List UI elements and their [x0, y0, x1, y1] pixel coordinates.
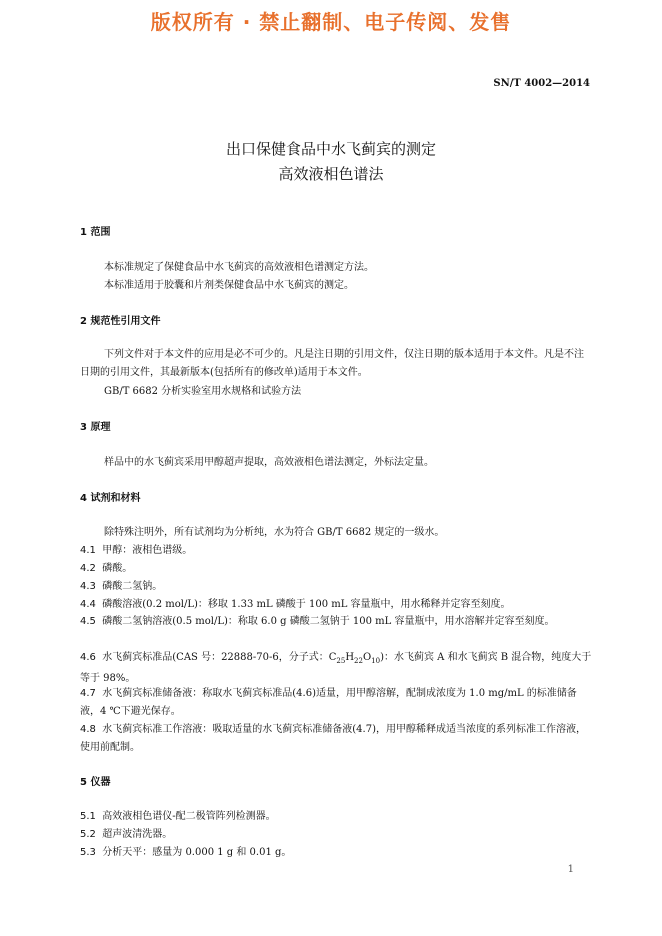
item-text: 水飞蓟宾标准工作溶液：吸取适量的水飞蓟宾标准储备液(4.7)，用甲醇稀释成适当浓度的系列标准工作溶液，使用前配制。	[80, 724, 586, 753]
section-heading-reagents: 4 试剂和材料	[80, 493, 141, 504]
item-number: 5.1	[80, 811, 96, 822]
item-number: 5.3	[80, 847, 96, 858]
item-text: 磷酸二氢钠溶液(0.5 mol/L)：称取 6.0 g 磷酸二氢钠于 100 mL 容量瓶中，用水溶解并定容至刻度。	[102, 616, 555, 627]
list-item	[80, 577, 162, 592]
list-item	[80, 613, 592, 631]
list-item	[80, 595, 511, 610]
item-text: 水飞蓟宾标准储备液：称取水飞蓟宾标准品(4.6)适量，用甲醇溶解，配制成浓度为 1.0 mg/mL 的标准储备液，4 ℃下避光保存。	[80, 688, 577, 717]
item-text: 磷酸二氢钠。	[102, 581, 163, 592]
item-number: 4.1	[80, 545, 96, 556]
item-number: 4.4	[80, 599, 96, 610]
item-text: 磷酸溶液(0.2 mol/L)：移取 1.33 mL 磷酸于 100 mL 容量瓶中，用水稀释并定容至刻度。	[102, 599, 511, 610]
list-item	[80, 721, 592, 757]
item-text: 超声波清洗器。	[102, 829, 173, 840]
item-text: )：水飞蓟宾 A 和水飞蓟宾 B 混合物，纯度大于等于 98%。	[80, 652, 592, 684]
item-text: 水飞蓟宾标准品(CAS 号：22888-70-6，分子式：C	[102, 652, 337, 663]
item-text: O	[362, 652, 372, 663]
subscript: 25	[336, 657, 346, 665]
section-heading-normative-references: 2 规范性引用文件	[80, 316, 161, 327]
document-number: SN/T 4002—2014	[493, 78, 590, 89]
item-number: 4.5	[80, 616, 96, 627]
item-text: 甲醇：液相色谱级。	[102, 545, 193, 556]
item-number: 4.2	[80, 563, 96, 574]
document-title: 出口保健食品中水飞蓟宾的测定	[225, 140, 436, 158]
item-text: 分析天平：感量为 0.000 1 g 和 0.01 g。	[102, 847, 292, 858]
section-heading-apparatus: 5 仪器	[80, 777, 111, 788]
section-heading-scope: 1 范围	[80, 227, 111, 238]
copyright-banner: 版权所有 · 禁止翻制、电子传阅、发售	[150, 10, 512, 34]
item-text: H	[345, 652, 355, 663]
subscript: 22	[354, 657, 363, 665]
list-item	[80, 843, 291, 858]
list-item	[80, 825, 172, 840]
list-item	[80, 649, 592, 688]
paragraph: 样品中的水飞蓟宾采用甲醇超声提取，高效液相色谱法测定，外标法定量。	[104, 457, 434, 468]
section-heading-principle: 3 原理	[80, 422, 111, 433]
item-text: 磷酸。	[102, 563, 133, 574]
item-text: 高效液相色谱仪-配二极管阵列检测器。	[102, 811, 276, 822]
item-number: 4.6	[80, 652, 96, 663]
list-item	[80, 685, 592, 721]
list-item	[80, 541, 192, 556]
item-number: 4.7	[80, 688, 96, 699]
list-item	[80, 807, 276, 822]
reference-item: GB/T 6682 分析实验室用水规格和试验方法	[104, 386, 302, 397]
item-number: 5.2	[80, 829, 96, 840]
paragraph: 除特殊注明外，所有试剂均为分析纯，水为符合 GB/T 6682 规定的一级水。	[104, 527, 445, 538]
item-number: 4.3	[80, 581, 96, 592]
page-number: 1	[567, 864, 574, 875]
list-item	[80, 559, 132, 574]
item-number: 4.8	[80, 724, 96, 735]
subscript: 10	[371, 657, 381, 665]
paragraph: 本标准规定了保健食品中水飞蓟宾的高效液相色谱测定方法。	[104, 262, 374, 273]
document-subtitle: 高效液相色谱法	[278, 165, 384, 183]
paragraph: 下列文件对于本文件的应用是必不可少的。凡是注日期的引用文件，仅注日期的版本适用于本文件。凡是不注日期的引用文件，其最新版本(包括所有的修改单)适用于本文件。	[80, 349, 584, 378]
paragraph: 本标准适用于胶囊和片剂类保健食品中水飞蓟宾的测定。	[104, 280, 354, 291]
